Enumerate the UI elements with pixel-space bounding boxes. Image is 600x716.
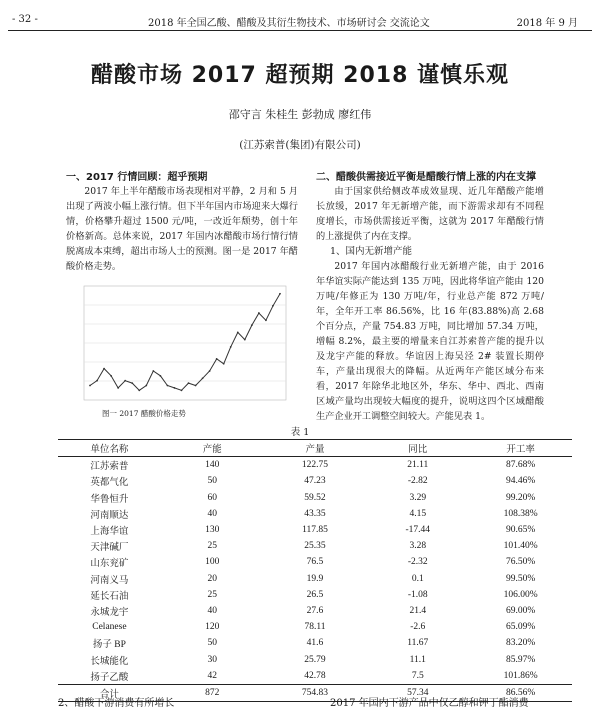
cell-output: 27.6 (306, 605, 324, 616)
cell-unit: 扬子乙酸 (90, 672, 129, 683)
price-point (96, 380, 98, 382)
cell-unit: 上海华谊 (90, 527, 129, 538)
col-header-utilization: 开工率 (506, 445, 535, 456)
cell-capacity: 30 (207, 654, 217, 665)
total-cell-output: 754.83 (301, 687, 329, 698)
cell-capacity: 50 (207, 476, 217, 487)
price-point (230, 346, 232, 348)
table-caption: 表 1 (290, 427, 310, 438)
cell-unit: 扬子 BP (92, 640, 126, 651)
cell-utilization: 90.65% (505, 525, 536, 536)
cell-unit: 长城能化 (90, 656, 129, 667)
col-header-output: 产量 (305, 445, 325, 456)
price-point (195, 385, 197, 387)
cell-output: 43.35 (304, 508, 326, 519)
cell-utilization: 76.50% (505, 557, 536, 568)
cell-utilization: 87.68% (505, 460, 536, 471)
cell-capacity: 50 (207, 638, 217, 649)
price-point (145, 385, 147, 387)
cell-yoy: 3.28 (409, 541, 427, 552)
price-point (272, 305, 274, 307)
price-point (237, 331, 239, 333)
cell-yoy: 0.1 (411, 573, 424, 584)
cell-utilization: 99.20% (505, 492, 536, 503)
cell-yoy: -2.82 (407, 476, 428, 487)
cell-utilization: 108.38% (503, 508, 538, 519)
cell-yoy: 7.5 (411, 670, 424, 681)
cell-capacity: 100 (205, 557, 220, 568)
price-chart (80, 282, 290, 404)
article-affiliation: (江苏索普(集团)有限公司) (239, 139, 361, 151)
cell-utilization: 69.00% (505, 605, 536, 616)
cell-output: 78.11 (304, 622, 326, 633)
cell-unit: 河南义马 (90, 575, 129, 586)
price-point (152, 370, 154, 372)
table-row (58, 522, 572, 538)
table-body (58, 457, 572, 702)
table-row (58, 538, 572, 554)
cell-yoy: 3.29 (409, 492, 427, 503)
price-point (223, 363, 225, 365)
article-authors: 邵守言 朱桂生 彭勃成 廖红伟 (228, 108, 372, 121)
section1-body (66, 184, 298, 274)
price-point (110, 375, 112, 377)
price-point (265, 319, 267, 321)
section1-paragraph: 2017 年上半年醋酸市场表现相对平静，2 月和 5 月出现了两波小幅上涨行情。但下半年国内市场迎来大爆行情，价格攀升超过 1500 元/吨，一改近年颓势，创十年价格新高。总体来说，2017 年国内冰醋酸市场行情行情脱离成本束缚，超出市场人士的预测。图一是 2017 年醋酸价格走势。 (66, 186, 298, 272)
cell-capacity: 130 (205, 525, 220, 536)
cell-yoy: -1.08 (407, 589, 428, 600)
article-title: 醋酸市场 2017 超预期 2018 谨慎乐观 (90, 63, 510, 88)
total-cell-unit: 合计 (99, 689, 119, 700)
cell-capacity: 60 (207, 492, 217, 503)
cell-unit: 华鲁恒升 (90, 494, 129, 505)
cell-capacity: 40 (207, 508, 217, 519)
table-row (58, 490, 572, 506)
cell-unit: Celanese (92, 622, 127, 633)
table-row (58, 603, 572, 619)
cell-output: 117.85 (302, 525, 328, 536)
cell-capacity: 25 (207, 589, 217, 600)
cell-unit: 永城龙宇 (90, 607, 129, 618)
col-header-capacity: 产能 (202, 445, 222, 456)
running-header (8, 8, 592, 31)
table-row (58, 571, 572, 587)
cell-output: 122.75 (301, 460, 329, 471)
cell-output: 59.52 (304, 492, 326, 503)
table-row (58, 506, 572, 522)
cell-unit: 天津碱厂 (90, 543, 129, 554)
table-row (58, 457, 572, 474)
cell-output: 25.79 (304, 654, 326, 665)
cell-capacity: 20 (207, 573, 217, 584)
cell-yoy: 21.4 (409, 605, 427, 616)
total-cell-yoy: 57.34 (407, 687, 429, 698)
price-point (216, 358, 218, 360)
price-point (188, 382, 190, 384)
section2-body (316, 259, 544, 424)
cell-output: 76.5 (306, 557, 324, 568)
cell-yoy: -17.44 (405, 525, 431, 536)
cell-yoy: -2.32 (407, 557, 428, 568)
price-point (251, 324, 253, 326)
total-cell-utilization: 86.56% (505, 687, 536, 698)
footer-left: 2、醋酸下游消费有所增长 (58, 698, 175, 709)
cell-capacity: 140 (205, 460, 220, 471)
header-date: 2018 年 9 月 (516, 18, 578, 29)
capacity-table (58, 439, 572, 702)
figure-caption: 图一 2017 醋酸价格走势 (102, 409, 186, 418)
cell-yoy: 11.1 (409, 654, 426, 665)
cell-utilization: 65.09% (505, 622, 536, 633)
price-point (131, 382, 133, 384)
section2-paragraph: 2017 年国内冰醋酸行业无新增产能，由于 2016 年华谊实际产能达到 135 万吨，因此将华谊产能由 120 万吨/年修正为 130 万吨/年，行业总产能 872 万吨/年，全年开工率 86.56%，比 16 年(83.88%)高 2.68 个百分点，产量 754.83 万吨，同比增加 57.34 万吨，增幅 8.2%，最主要的增量来自江苏索普产能的提升以及龙宇产能的释放。华谊因上海吴泾 2# 装置长期停车，产量出现很大的降幅。从近两年产能区域分布来看，2017 年除华北地区外，华东、华中、西北、西南区域产量均出现较大幅度的提升，说明这四个区域醋酸生产企业开工调整空间较大。产能见表 1。 (316, 261, 544, 422)
page-number: - 32 - (12, 14, 38, 25)
price-point (89, 385, 91, 387)
section2-heading: 二、醋酸供需接近平衡是醋酸行情上涨的内在支撑 (316, 172, 536, 183)
price-point (258, 312, 260, 314)
cell-utilization: 101.86% (503, 670, 538, 681)
cell-capacity: 42 (207, 670, 217, 681)
price-point (124, 380, 126, 382)
table-row (58, 651, 572, 667)
cell-yoy: 4.15 (409, 508, 427, 519)
cell-capacity: 120 (205, 622, 220, 633)
price-point (138, 389, 140, 391)
cell-output: 41.6 (306, 638, 324, 649)
total-cell-capacity: 872 (205, 687, 220, 698)
cell-output: 19.9 (306, 573, 324, 584)
section2-intro: 由于国家供给侧改革成效显现、近几年醋酸产能增长放缓，2017 年无新增产能，而下游需求却有不同程度增长，市场供需接近平衡，这就为 2017 年醋酸行情的上涨提供了内在支撑。 (316, 186, 544, 242)
cell-unit: 延长石油 (90, 591, 129, 602)
price-point (159, 375, 161, 377)
price-point (202, 377, 204, 379)
price-point (279, 293, 281, 295)
table-row (58, 587, 572, 603)
cell-utilization: 85.97% (505, 654, 536, 665)
cell-unit: 英都气化 (90, 478, 129, 489)
cell-utilization: 106.00% (503, 589, 538, 600)
cell-output: 25.35 (304, 541, 326, 552)
cell-utilization: 99.50% (505, 573, 536, 584)
price-point (167, 385, 169, 387)
table-row (58, 619, 572, 635)
col-header-yoy: 同比 (408, 445, 428, 456)
price-point (209, 370, 211, 372)
section2-intro-block (316, 184, 544, 244)
cell-yoy: 11.67 (407, 638, 429, 649)
section1-heading: 一、2017 行情回顾：超乎预期 (66, 172, 208, 183)
table-row (58, 554, 572, 570)
table-header-row (58, 440, 572, 457)
cell-unit: 河南顺达 (90, 510, 129, 521)
cell-unit: 江苏索普 (90, 462, 129, 473)
price-point (103, 368, 105, 370)
footer-right: 2017 年国内下游产品中仅乙醇和钾丁酯消费 (330, 698, 529, 709)
cell-output: 42.78 (304, 670, 326, 681)
price-chart-svg (80, 282, 290, 404)
cell-output: 47.23 (304, 476, 326, 487)
cell-utilization: 83.20% (505, 638, 536, 649)
price-point (181, 389, 183, 391)
price-point (174, 387, 176, 389)
conference-name: 2018 年全国乙酸、醋酸及其衍生物技术、市场研讨会 交流论文 (148, 18, 430, 29)
cell-capacity: 25 (207, 541, 217, 552)
price-point (244, 339, 246, 341)
table-row (58, 668, 572, 685)
col-header-unit: 单位名称 (90, 445, 129, 456)
table-row (58, 635, 572, 651)
cell-yoy: -2.6 (410, 622, 426, 633)
cell-utilization: 101.40% (503, 541, 538, 552)
cell-unit: 山东兖矿 (90, 559, 129, 570)
cell-utilization: 94.46% (505, 476, 536, 487)
cell-capacity: 40 (207, 605, 217, 616)
price-point (117, 387, 119, 389)
subsection-heading: 1、国内无新增产能 (330, 246, 413, 257)
cell-output: 26.5 (306, 589, 324, 600)
table-row (58, 473, 572, 489)
cell-yoy: 21.11 (407, 460, 429, 471)
